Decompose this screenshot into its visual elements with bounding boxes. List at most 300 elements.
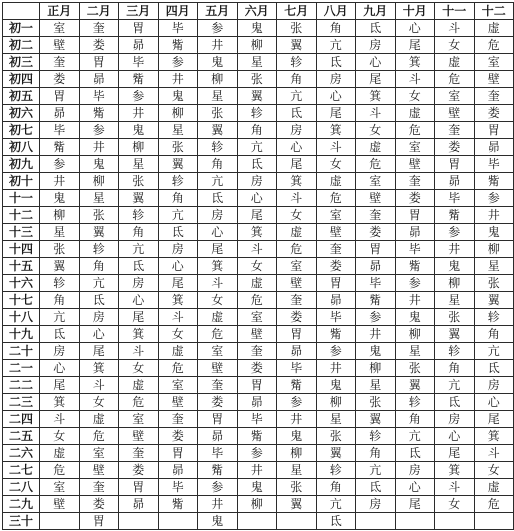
mansion-cell: 女 <box>435 37 475 54</box>
day-label: 二二 <box>3 377 40 394</box>
day-label: 十三 <box>3 224 40 241</box>
mansion-cell: 张 <box>356 394 396 411</box>
mansion-cell: 奎 <box>79 20 119 37</box>
mansion-cell: 参 <box>237 445 277 462</box>
mansion-cell: 角 <box>158 190 198 207</box>
table-row <box>3 224 514 241</box>
mansion-cell: 尾 <box>198 241 238 258</box>
mansion-cell: 昴 <box>474 139 514 156</box>
table-row <box>3 394 514 411</box>
mansion-cell: 参 <box>356 309 396 326</box>
table-row <box>3 190 514 207</box>
table-row <box>3 445 514 462</box>
mansion-cell: 氐 <box>158 224 198 241</box>
mansion-cell: 轸 <box>237 105 277 122</box>
day-label: 十六 <box>3 275 40 292</box>
mansion-cell <box>237 513 277 530</box>
day-label: 初五 <box>3 88 40 105</box>
mansion-cell: 危 <box>474 37 514 54</box>
mansion-cell: 角 <box>40 292 80 309</box>
mansion-cell: 室 <box>316 207 356 224</box>
mansion-cell: 角 <box>119 224 159 241</box>
day-label: 初一 <box>3 20 40 37</box>
table-row <box>3 377 514 394</box>
day-label: 初九 <box>3 156 40 173</box>
day-label: 二五 <box>3 428 40 445</box>
table-row <box>3 275 514 292</box>
mansion-cell: 井 <box>79 139 119 156</box>
mansion-cell: 虚 <box>474 20 514 37</box>
mansion-cell: 轸 <box>474 309 514 326</box>
mansion-cell: 胃 <box>79 513 119 530</box>
mansion-cell: 觜 <box>435 207 475 224</box>
mansion-cell: 翼 <box>435 326 475 343</box>
mansion-cell: 张 <box>435 309 475 326</box>
mansion-cell: 女 <box>395 88 435 105</box>
mansion-cell: 轸 <box>356 428 396 445</box>
mansion-cell: 参 <box>277 394 317 411</box>
mansion-cell: 房 <box>198 207 238 224</box>
mansion-cell: 室 <box>79 445 119 462</box>
mansion-cell: 昴 <box>395 224 435 241</box>
table-row <box>3 479 514 496</box>
mansion-cell: 奎 <box>277 292 317 309</box>
day-label: 十一 <box>3 190 40 207</box>
mansion-cell: 心 <box>316 88 356 105</box>
mansion-cell: 室 <box>277 258 317 275</box>
mansion-cell: 尾 <box>40 377 80 394</box>
mansion-cell: 室 <box>395 139 435 156</box>
mansion-cell: 尾 <box>356 71 396 88</box>
mansion-cell: 翼 <box>237 88 277 105</box>
mansion-cell: 井 <box>119 105 159 122</box>
mansion-cell: 斗 <box>119 343 159 360</box>
mansion-cell: 奎 <box>356 207 396 224</box>
mansion-cell: 亢 <box>40 309 80 326</box>
mansion-cell: 昴 <box>237 394 277 411</box>
mansion-cell: 箕 <box>198 258 238 275</box>
mansion-cell: 娄 <box>237 360 277 377</box>
mansion-cell: 壁 <box>316 224 356 241</box>
mansion-cell: 轸 <box>119 207 159 224</box>
mansion-cell: 胃 <box>79 54 119 71</box>
mansion-cell: 斗 <box>277 190 317 207</box>
mansion-cell: 斗 <box>40 411 80 428</box>
mansion-cell: 奎 <box>158 411 198 428</box>
month-header: 八月 <box>316 3 356 20</box>
mansion-cell: 壁 <box>277 275 317 292</box>
mansion-cell: 斗 <box>237 241 277 258</box>
mansion-cell: 危 <box>356 156 396 173</box>
table-row <box>3 326 514 343</box>
mansion-cell: 房 <box>237 173 277 190</box>
mansion-cell: 参 <box>316 343 356 360</box>
day-label: 十九 <box>3 326 40 343</box>
table-row <box>3 241 514 258</box>
mansion-cell: 虚 <box>198 309 238 326</box>
table-row <box>3 71 514 88</box>
mansion-cell: 危 <box>237 292 277 309</box>
mansion-cell: 箕 <box>474 428 514 445</box>
mansion-cell: 氐 <box>474 360 514 377</box>
mansion-calendar <box>2 2 506 529</box>
mansion-cell: 壁 <box>119 428 159 445</box>
mansion-cell: 胃 <box>356 241 396 258</box>
table-row <box>3 360 514 377</box>
table-row <box>3 513 514 530</box>
mansion-cell: 角 <box>316 479 356 496</box>
mansion-cell: 心 <box>474 394 514 411</box>
mansion-cell: 胃 <box>474 122 514 139</box>
mansion-cell: 井 <box>395 292 435 309</box>
mansion-cell: 箕 <box>395 54 435 71</box>
mansion-cell: 虚 <box>395 105 435 122</box>
mansion-cell: 娄 <box>435 139 475 156</box>
mansion-cell: 箕 <box>356 88 396 105</box>
mansion-cell: 张 <box>277 20 317 37</box>
mansion-cell: 张 <box>79 207 119 224</box>
mansion-cell: 星 <box>158 122 198 139</box>
mansion-cell: 角 <box>356 445 396 462</box>
mansion-cell: 鬼 <box>198 513 238 530</box>
table-body <box>3 20 514 530</box>
day-label: 初八 <box>3 139 40 156</box>
mansion-cell: 井 <box>40 173 80 190</box>
mansion-cell: 娄 <box>79 37 119 54</box>
mansion-cell: 危 <box>40 462 80 479</box>
mansion-cell: 壁 <box>198 360 238 377</box>
mansion-cell: 女 <box>435 496 475 513</box>
mansion-cell: 胃 <box>395 207 435 224</box>
mansion-cell: 氐 <box>316 54 356 71</box>
mansion-cell: 昴 <box>40 105 80 122</box>
mansion-cell: 氐 <box>435 394 475 411</box>
mansion-cell: 星 <box>435 292 475 309</box>
mansion-cell: 角 <box>435 360 475 377</box>
mansion-cell: 房 <box>395 462 435 479</box>
mansion-cell: 柳 <box>237 496 277 513</box>
mansion-cell: 觜 <box>158 496 198 513</box>
mansion-cell: 翼 <box>356 411 396 428</box>
month-header: 十二 <box>474 3 514 20</box>
mansion-cell: 角 <box>395 411 435 428</box>
mansion-cell: 室 <box>237 309 277 326</box>
mansion-cell: 张 <box>316 428 356 445</box>
mansion-cell: 参 <box>158 54 198 71</box>
mansion-cell: 娄 <box>158 428 198 445</box>
mansion-cell: 柳 <box>119 139 159 156</box>
mansion-cell: 虚 <box>277 224 317 241</box>
day-label: 初六 <box>3 105 40 122</box>
mansion-cell: 危 <box>79 428 119 445</box>
month-header: 九月 <box>356 3 396 20</box>
mansion-cell: 亢 <box>277 88 317 105</box>
month-header: 十一 <box>435 3 475 20</box>
mansion-cell: 氐 <box>237 156 277 173</box>
mansion-cell: 毕 <box>237 411 277 428</box>
mansion-cell: 心 <box>435 428 475 445</box>
month-header: 五月 <box>198 3 238 20</box>
mansion-cell: 鬼 <box>237 20 277 37</box>
mansion-cell: 星 <box>237 54 277 71</box>
mansion-cell: 女 <box>40 428 80 445</box>
mansion-cell: 鬼 <box>356 343 396 360</box>
mansion-cell: 轸 <box>316 462 356 479</box>
mansion-cell <box>395 513 435 530</box>
table-row <box>3 258 514 275</box>
mansion-cell: 昴 <box>119 37 159 54</box>
mansion-cell: 壁 <box>395 156 435 173</box>
mansion-cell: 毕 <box>435 190 475 207</box>
mansion-cell: 房 <box>356 37 396 54</box>
mansion-cell: 翼 <box>119 190 159 207</box>
mansion-cell: 参 <box>40 156 80 173</box>
mansion-cell: 心 <box>40 360 80 377</box>
mansion-cell: 房 <box>40 343 80 360</box>
mansion-cell: 翼 <box>277 496 317 513</box>
mansion-cell: 参 <box>79 122 119 139</box>
day-label: 二一 <box>3 360 40 377</box>
mansion-cell: 娄 <box>356 224 396 241</box>
mansion-cell: 娄 <box>277 309 317 326</box>
mansion-cell: 翼 <box>79 224 119 241</box>
mansion-cell: 女 <box>474 462 514 479</box>
mansion-cell: 氐 <box>356 479 396 496</box>
mansion-cell: 亢 <box>316 496 356 513</box>
mansion-cell: 轸 <box>79 241 119 258</box>
mansion-cell: 氐 <box>79 292 119 309</box>
mansion-cell: 箕 <box>40 394 80 411</box>
day-label: 二九 <box>3 496 40 513</box>
mansion-cell: 娄 <box>79 496 119 513</box>
table-row <box>3 105 514 122</box>
mansion-cell: 觜 <box>237 428 277 445</box>
mansion-cell: 室 <box>474 54 514 71</box>
month-header: 十月 <box>395 3 435 20</box>
mansion-cell: 参 <box>198 479 238 496</box>
mansion-cell: 虚 <box>79 411 119 428</box>
mansion-cell: 斗 <box>435 20 475 37</box>
mansion-cell: 井 <box>356 326 396 343</box>
mansion-cell: 箕 <box>316 122 356 139</box>
mansion-cell: 娄 <box>316 258 356 275</box>
mansion-cell: 奎 <box>119 445 159 462</box>
mansion-cell: 亢 <box>198 173 238 190</box>
mansion-cell: 壁 <box>79 462 119 479</box>
day-label: 初七 <box>3 122 40 139</box>
table-row <box>3 207 514 224</box>
corner-cell <box>3 3 40 20</box>
table-row <box>3 462 514 479</box>
mansion-cell: 虚 <box>474 479 514 496</box>
mansion-cell: 心 <box>198 224 238 241</box>
mansion-cell: 尾 <box>316 105 356 122</box>
day-label: 十七 <box>3 292 40 309</box>
mansion-cell: 觜 <box>474 173 514 190</box>
mansion-cell: 昴 <box>277 343 317 360</box>
mansion-cell: 氐 <box>316 513 356 530</box>
mansion-cell: 女 <box>119 360 159 377</box>
day-label: 十四 <box>3 241 40 258</box>
mansion-cell: 虚 <box>356 139 396 156</box>
mansion-cell: 毕 <box>356 275 396 292</box>
mansion-cell: 参 <box>198 20 238 37</box>
mansion-cell: 柳 <box>395 326 435 343</box>
mansion-cell: 娄 <box>119 462 159 479</box>
mansion-cell: 斗 <box>474 445 514 462</box>
mansion-cell: 觜 <box>198 462 238 479</box>
mansion-cell: 鬼 <box>237 479 277 496</box>
mansion-cell: 柳 <box>198 71 238 88</box>
mansion-cell: 室 <box>435 88 475 105</box>
day-label: 二六 <box>3 445 40 462</box>
mansion-cell: 胃 <box>119 479 159 496</box>
mansion-cell: 奎 <box>316 241 356 258</box>
mansion-cell: 觜 <box>277 377 317 394</box>
mansion-cell: 毕 <box>158 479 198 496</box>
mansion-cell: 心 <box>395 479 435 496</box>
mansion-cell: 角 <box>474 326 514 343</box>
mansion-cell: 井 <box>435 241 475 258</box>
mansion-cell: 箕 <box>158 292 198 309</box>
mansion-cell: 危 <box>198 326 238 343</box>
mansion-cell: 柳 <box>474 241 514 258</box>
mansion-cell: 亢 <box>435 377 475 394</box>
mansion-cell: 翼 <box>474 292 514 309</box>
mansion-cell: 箕 <box>435 462 475 479</box>
mansion-cell: 斗 <box>79 377 119 394</box>
mansion-cell: 胃 <box>198 411 238 428</box>
mansion-cell: 亢 <box>119 241 159 258</box>
mansion-cell: 角 <box>237 122 277 139</box>
mansion-cell: 女 <box>237 258 277 275</box>
mansion-cell: 参 <box>435 224 475 241</box>
mansion-cell: 亢 <box>474 343 514 360</box>
table-row <box>3 428 514 445</box>
mansion-cell: 危 <box>119 394 159 411</box>
mansion-cell: 星 <box>119 156 159 173</box>
mansion-cell: 胃 <box>237 377 277 394</box>
mansion-cell: 井 <box>198 496 238 513</box>
mansion-cell: 张 <box>158 139 198 156</box>
mansion-cell: 胃 <box>316 275 356 292</box>
mansion-cell: 尾 <box>435 445 475 462</box>
mansion-cell: 翼 <box>198 122 238 139</box>
day-label: 十五 <box>3 258 40 275</box>
month-header: 二月 <box>79 3 119 20</box>
table-row <box>3 156 514 173</box>
mansion-cell: 虚 <box>237 275 277 292</box>
mansion-cell: 翼 <box>316 445 356 462</box>
mansion-cell: 毕 <box>119 54 159 71</box>
day-label: 十八 <box>3 309 40 326</box>
mansion-cell: 觜 <box>316 326 356 343</box>
mansion-cell: 翼 <box>158 156 198 173</box>
mansion-cell: 娄 <box>395 190 435 207</box>
mansion-cell: 尾 <box>395 37 435 54</box>
mansion-cell: 房 <box>356 496 396 513</box>
mansion-cell: 柳 <box>237 37 277 54</box>
mansion-cell: 毕 <box>474 156 514 173</box>
mansion-cell: 室 <box>40 479 80 496</box>
mansion-cell: 张 <box>474 275 514 292</box>
mansion-cell: 危 <box>316 190 356 207</box>
mansion-cell: 室 <box>158 377 198 394</box>
mansion-cell <box>277 513 317 530</box>
mansion-cell: 角 <box>316 20 356 37</box>
mansion-cell: 毕 <box>277 360 317 377</box>
mansion-cell: 奎 <box>474 88 514 105</box>
mansion-cell: 鬼 <box>119 122 159 139</box>
mansion-cell: 女 <box>198 292 238 309</box>
mansion-cell: 尾 <box>158 275 198 292</box>
table-row <box>3 139 514 156</box>
table-row <box>3 292 514 309</box>
mansion-cell: 柳 <box>277 445 317 462</box>
mansion-cell: 亢 <box>395 428 435 445</box>
mansion-cell: 昴 <box>79 71 119 88</box>
mansion-cell: 鬼 <box>198 54 238 71</box>
mansion-cell: 翼 <box>40 258 80 275</box>
mansion-cell: 井 <box>277 411 317 428</box>
mansion-cell: 斗 <box>395 71 435 88</box>
mansion-cell: 危 <box>474 496 514 513</box>
mansion-cell: 昴 <box>316 292 356 309</box>
mansion-cell: 张 <box>40 241 80 258</box>
mansion-cell: 奎 <box>237 343 277 360</box>
mansion-cell: 鬼 <box>395 309 435 326</box>
mansion-cell: 鬼 <box>277 428 317 445</box>
mansion-cell: 井 <box>198 37 238 54</box>
mansion-cell: 柳 <box>316 394 356 411</box>
mansion-cell: 女 <box>158 326 198 343</box>
day-label: 二三 <box>3 394 40 411</box>
table-row <box>3 496 514 513</box>
mansion-cell: 翼 <box>277 37 317 54</box>
mansion-cell <box>40 513 80 530</box>
mansion-cell: 壁 <box>40 37 80 54</box>
mansion-cell: 危 <box>435 71 475 88</box>
mansion-cell: 房 <box>277 122 317 139</box>
mansion-cell: 亢 <box>79 275 119 292</box>
mansion-cell: 室 <box>198 343 238 360</box>
mansion-cell: 虚 <box>119 377 159 394</box>
day-label: 三十 <box>3 513 40 530</box>
mansion-cell: 胃 <box>158 445 198 462</box>
mansion-cell: 张 <box>277 479 317 496</box>
mansion-cell: 壁 <box>474 71 514 88</box>
mansion-cell: 氐 <box>119 258 159 275</box>
day-label: 初十 <box>3 173 40 190</box>
mansion-cell: 娄 <box>474 105 514 122</box>
mansion-cell: 尾 <box>237 207 277 224</box>
mansion-cell: 昴 <box>198 428 238 445</box>
day-label: 二四 <box>3 411 40 428</box>
table-row <box>3 20 514 37</box>
mansion-cell: 室 <box>119 411 159 428</box>
table-row <box>3 122 514 139</box>
mansion-cell: 星 <box>395 343 435 360</box>
mansion-cell: 轸 <box>277 54 317 71</box>
mansion-cell: 参 <box>474 190 514 207</box>
mansion-cell: 虚 <box>158 343 198 360</box>
mansion-cell: 张 <box>119 173 159 190</box>
mansion-cell: 翼 <box>395 377 435 394</box>
mansion-cell: 觜 <box>356 292 396 309</box>
mansion-cell: 昴 <box>435 173 475 190</box>
mansion-cell: 胃 <box>119 20 159 37</box>
mansion-cell: 虚 <box>435 54 475 71</box>
